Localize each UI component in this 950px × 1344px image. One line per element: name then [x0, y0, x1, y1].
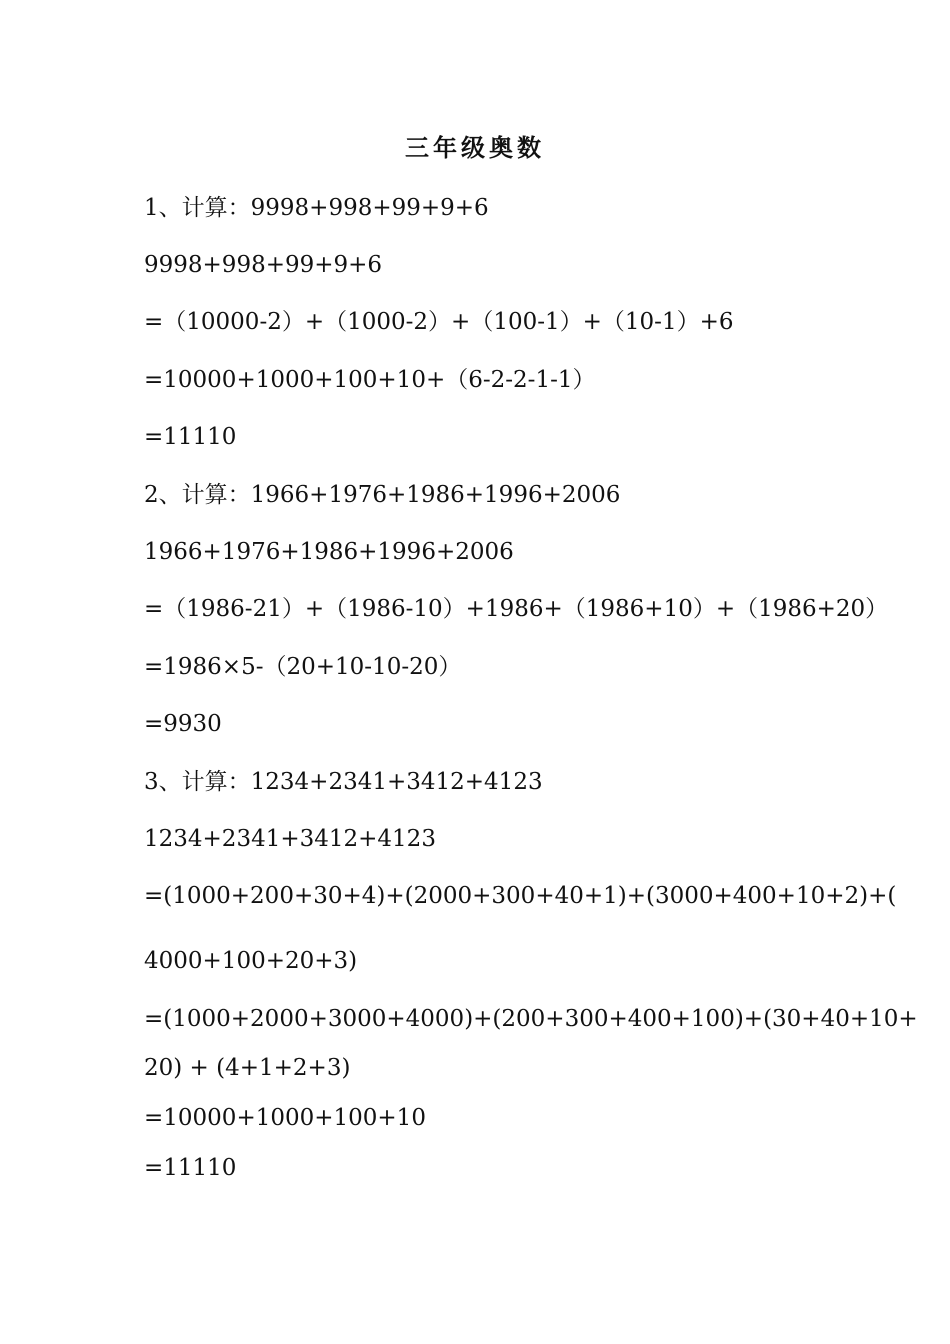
- problem-3-step-3: =(1000+2000+3000+4000)+(200+300+400+100)+(30+40+10+: [144, 1006, 918, 1032]
- document-title: 三年级奥数: [405, 134, 545, 162]
- problem-1-step-1: 9998+998+99+9+6: [144, 252, 383, 278]
- problem-3-step-3-continued: 20) + (4+1+2+3): [144, 1055, 351, 1081]
- problem-1-heading: 1、计算：9998+998+99+9+6: [144, 195, 489, 221]
- problem-2-step-2: =（1986-21）+（1986-10）+1986+（1986+10）+（1986+20）: [144, 596, 889, 622]
- problem-3-step-2: =(1000+200+30+4)+(2000+300+40+1)+(3000+400+10+2)+(: [144, 883, 897, 909]
- problem-1-step-2: =（10000-2）+（1000-2）+（100-1）+（10-1）+6: [144, 309, 734, 335]
- problem-2-heading: 2、计算：1966+1976+1986+1996+2006: [144, 482, 621, 508]
- problem-2-step-3: =1986×5-（20+10-10-20）: [144, 654, 462, 680]
- problem-3-step-1: 1234+2341+3412+4123: [144, 826, 436, 852]
- problem-3-answer: =11110: [144, 1155, 237, 1181]
- problem-3-heading: 3、计算：1234+2341+3412+4123: [144, 769, 543, 795]
- problem-3-step-2-continued: 4000+100+20+3): [144, 948, 358, 974]
- problem-2-answer: =9930: [144, 711, 222, 737]
- problem-1-step-3: =10000+1000+100+10+（6-2-2-1-1）: [144, 367, 596, 393]
- problem-1-answer: =11110: [144, 424, 237, 450]
- problem-2-step-1: 1966+1976+1986+1996+2006: [144, 539, 514, 565]
- problem-3-step-4: =10000+1000+100+10: [144, 1105, 426, 1131]
